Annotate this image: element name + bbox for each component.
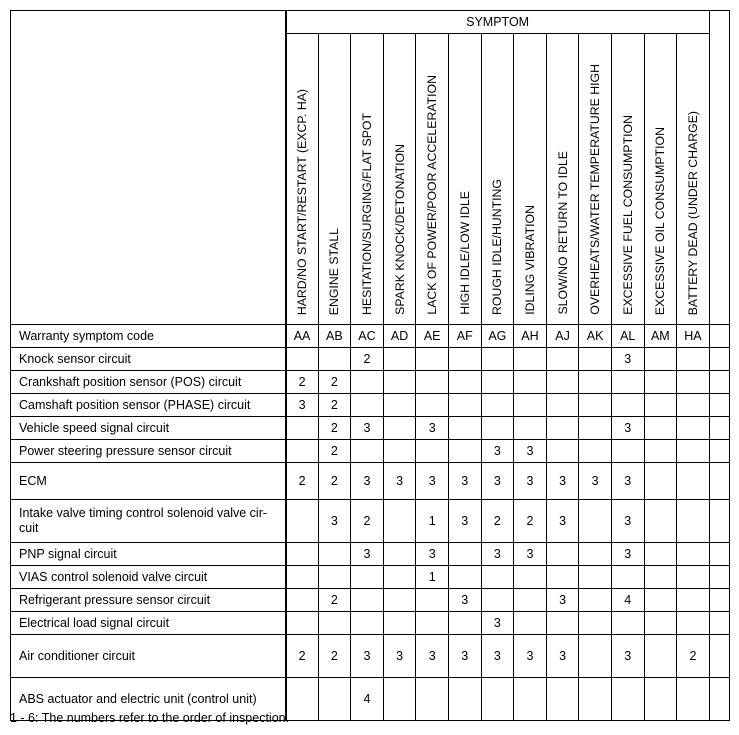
right-margin-cell (709, 463, 729, 500)
inspection-order-cell (481, 417, 514, 440)
inspection-order-cell (351, 566, 384, 589)
inspection-item-label: Intake valve timing control solenoid valve cir- cuit (11, 500, 286, 543)
inspection-order-cell (644, 635, 677, 678)
inspection-row (11, 394, 730, 417)
inspection-row (11, 500, 730, 543)
inspection-order-cell: 2 (318, 440, 351, 463)
symptom-column-label: ENGINE STALL (327, 227, 342, 315)
inspection-order-cell (383, 440, 416, 463)
inspection-order-cell: 2 (286, 463, 319, 500)
warranty-code-cell: AH (514, 325, 547, 348)
inspection-row (11, 612, 730, 635)
symptom-column-header (611, 34, 644, 325)
symptom-column-header (546, 34, 579, 325)
inspection-order-cell (383, 589, 416, 612)
inspection-order-cell: 3 (481, 463, 514, 500)
inspection-order-cell (286, 348, 319, 371)
inspection-order-cell (644, 440, 677, 463)
inspection-item-label: Vehicle speed signal circuit (11, 417, 286, 440)
inspection-order-cell (644, 371, 677, 394)
inspection-order-cell: 1 (416, 566, 449, 589)
inspection-order-cell (514, 589, 547, 612)
inspection-order-cell (383, 348, 416, 371)
symptom-column-header (579, 34, 612, 325)
inspection-order-cell (579, 500, 612, 543)
right-margin-cell (709, 394, 729, 417)
inspection-order-cell: 3 (448, 589, 481, 612)
inspection-order-cell: 3 (514, 463, 547, 500)
inspection-order-cell (579, 440, 612, 463)
inspection-order-cell: 3 (611, 348, 644, 371)
inspection-order-cell: 2 (318, 589, 351, 612)
right-margin-cell (709, 440, 729, 463)
inspection-row (11, 566, 730, 589)
inspection-order-cell (448, 394, 481, 417)
inspection-order-cell (448, 543, 481, 566)
inspection-order-cell (514, 612, 547, 635)
warranty-code-cell: AA (286, 325, 319, 348)
inspection-order-cell (416, 678, 449, 721)
inspection-order-cell (318, 543, 351, 566)
inspection-order-cell: 3 (514, 543, 547, 566)
inspection-order-cell: 2 (351, 348, 384, 371)
warranty-code-cell: AM (644, 325, 677, 348)
inspection-order-cell: 3 (546, 463, 579, 500)
inspection-order-cell (546, 543, 579, 566)
inspection-order-cell (383, 566, 416, 589)
right-margin-cell (709, 678, 729, 721)
inspection-order-cell (416, 348, 449, 371)
inspection-order-cell (579, 678, 612, 721)
inspection-order-cell (383, 371, 416, 394)
inspection-order-cell (677, 394, 710, 417)
corner-blank-cell (11, 11, 286, 325)
inspection-row (11, 417, 730, 440)
inspection-order-cell (351, 612, 384, 635)
symptom-column-label: HESITATION/SURGING/FLAT SPOT (359, 112, 374, 315)
inspection-order-cell (318, 348, 351, 371)
inspection-item-label: Power steering pressure sensor circuit (11, 440, 286, 463)
inspection-order-cell (611, 566, 644, 589)
inspection-order-cell: 2 (677, 635, 710, 678)
inspection-order-cell (644, 566, 677, 589)
symptom-column-header (481, 34, 514, 325)
inspection-row (11, 371, 730, 394)
warranty-code-label: Warranty symptom code (11, 325, 286, 348)
inspection-order-cell: 3 (383, 463, 416, 500)
inspection-order-cell (677, 589, 710, 612)
inspection-order-cell (546, 440, 579, 463)
inspection-order-cell: 3 (611, 500, 644, 543)
inspection-order-cell (611, 678, 644, 721)
inspection-order-cell (677, 463, 710, 500)
symptom-column-header (318, 34, 351, 325)
inspection-order-cell: 3 (514, 635, 547, 678)
footnote: 1 - 6: The numbers refer to the order of inspection. (10, 711, 290, 725)
inspection-item-label: VIAS control solenoid valve circuit (11, 566, 286, 589)
inspection-item-label: Refrigerant pressure sensor circuit (11, 589, 286, 612)
inspection-order-cell (481, 678, 514, 721)
inspection-order-cell (514, 566, 547, 589)
inspection-item-label: Air conditioner circuit (11, 635, 286, 678)
inspection-order-cell: 3 (611, 463, 644, 500)
warranty-code-cell: AB (318, 325, 351, 348)
inspection-order-cell (644, 417, 677, 440)
inspection-order-cell (448, 678, 481, 721)
symptom-column-label: LACK OF POWER/POOR ACCELERATION (425, 75, 440, 315)
symptom-column-header (448, 34, 481, 325)
inspection-order-cell (448, 371, 481, 394)
inspection-order-cell (514, 394, 547, 417)
symptom-column-label: SPARK KNOCK/DETONATION (392, 144, 407, 315)
inspection-order-cell: 3 (546, 500, 579, 543)
inspection-order-cell: 3 (383, 635, 416, 678)
inspection-order-cell: 3 (416, 463, 449, 500)
right-margin-cell (709, 417, 729, 440)
symptom-matrix-table (10, 10, 730, 721)
warranty-code-cell: AJ (546, 325, 579, 348)
inspection-order-cell: 2 (481, 500, 514, 543)
inspection-order-cell: 2 (318, 463, 351, 500)
inspection-item-label: PNP signal circuit (11, 543, 286, 566)
warranty-code-cell: HA (677, 325, 710, 348)
inspection-item-label: Knock sensor circuit (11, 348, 286, 371)
inspection-order-cell: 3 (351, 463, 384, 500)
inspection-order-cell: 3 (416, 635, 449, 678)
inspection-order-cell (611, 371, 644, 394)
inspection-order-cell (644, 543, 677, 566)
inspection-order-cell: 2 (286, 371, 319, 394)
inspection-order-cell: 2 (286, 635, 319, 678)
symptom-column-header (383, 34, 416, 325)
inspection-row (11, 440, 730, 463)
inspection-order-cell (579, 635, 612, 678)
inspection-order-cell (514, 417, 547, 440)
inspection-order-cell (481, 589, 514, 612)
warranty-code-cell: AF (448, 325, 481, 348)
inspection-order-cell: 2 (318, 635, 351, 678)
inspection-order-cell: 3 (546, 635, 579, 678)
inspection-order-cell (579, 348, 612, 371)
inspection-order-cell (546, 417, 579, 440)
warranty-code-cell: AL (611, 325, 644, 348)
inspection-order-cell: 2 (351, 500, 384, 543)
inspection-order-cell (677, 500, 710, 543)
inspection-order-cell (611, 440, 644, 463)
inspection-order-cell: 2 (514, 500, 547, 543)
symptom-title-row (11, 11, 730, 34)
right-margin-cell (709, 566, 729, 589)
right-margin-cell (709, 589, 729, 612)
symptom-column-label: EXCESSIVE OIL CONSUMPTION (653, 126, 668, 315)
inspection-order-cell: 3 (514, 440, 547, 463)
inspection-order-cell (383, 417, 416, 440)
inspection-order-cell (318, 566, 351, 589)
symptom-column-label: ROUGH IDLE/HUNTING (490, 179, 505, 315)
inspection-order-cell: 3 (611, 543, 644, 566)
inspection-order-cell (286, 440, 319, 463)
inspection-order-cell (383, 678, 416, 721)
inspection-order-cell (416, 612, 449, 635)
inspection-order-cell (546, 566, 579, 589)
inspection-order-cell (286, 612, 319, 635)
inspection-order-cell (514, 371, 547, 394)
symptom-matrix-body (11, 325, 730, 721)
inspection-order-cell (481, 394, 514, 417)
inspection-order-cell (644, 394, 677, 417)
inspection-order-cell (579, 589, 612, 612)
inspection-order-cell: 4 (351, 678, 384, 721)
inspection-order-cell (481, 371, 514, 394)
inspection-order-cell (514, 348, 547, 371)
inspection-item-label: Electrical load signal circuit (11, 612, 286, 635)
inspection-row (11, 543, 730, 566)
inspection-order-cell (677, 566, 710, 589)
inspection-order-cell: 3 (579, 463, 612, 500)
inspection-row (11, 589, 730, 612)
symptom-column-header (677, 34, 710, 325)
warranty-code-cell: AD (383, 325, 416, 348)
inspection-order-cell: 4 (611, 589, 644, 612)
inspection-order-cell (644, 589, 677, 612)
inspection-order-cell (546, 678, 579, 721)
inspection-order-cell (448, 417, 481, 440)
inspection-order-cell: 3 (448, 635, 481, 678)
inspection-order-cell (579, 417, 612, 440)
right-margin-cell (709, 612, 729, 635)
inspection-order-cell (644, 463, 677, 500)
symptom-column-header (514, 34, 547, 325)
warranty-code-row (11, 325, 730, 348)
warranty-code-cell: AG (481, 325, 514, 348)
inspection-item-label: ECM (11, 463, 286, 500)
inspection-order-cell (677, 417, 710, 440)
inspection-order-cell (448, 348, 481, 371)
inspection-order-cell (286, 543, 319, 566)
inspection-order-cell: 3 (318, 500, 351, 543)
inspection-order-cell: 3 (481, 612, 514, 635)
inspection-order-cell (579, 612, 612, 635)
inspection-order-cell (677, 612, 710, 635)
right-margin-cell (709, 500, 729, 543)
inspection-order-cell: 1 (416, 500, 449, 543)
inspection-order-cell (546, 394, 579, 417)
inspection-order-cell (677, 371, 710, 394)
warranty-code-cell: AC (351, 325, 384, 348)
inspection-order-cell: 3 (611, 417, 644, 440)
inspection-order-cell (448, 566, 481, 589)
inspection-order-cell (318, 678, 351, 721)
inspection-order-cell (546, 612, 579, 635)
inspection-order-cell: 3 (546, 589, 579, 612)
inspection-order-cell (644, 348, 677, 371)
inspection-item-label: Crankshaft position sensor (POS) circuit (11, 371, 286, 394)
symptom-column-label: IDLING VIBRATION (522, 205, 537, 315)
warranty-code-cell: AK (579, 325, 612, 348)
right-margin-cell (709, 371, 729, 394)
inspection-item-label: Camshaft position sensor (PHASE) circuit (11, 394, 286, 417)
inspection-order-cell (416, 394, 449, 417)
symptom-column-header (644, 34, 677, 325)
warranty-code-cell: AE (416, 325, 449, 348)
inspection-order-cell: 3 (416, 417, 449, 440)
right-margin-cell (709, 11, 729, 325)
inspection-order-cell (416, 440, 449, 463)
symptom-column-label: HARD/NO START/RESTART (EXCP. HA) (295, 88, 310, 315)
inspection-order-cell (351, 371, 384, 394)
inspection-order-cell (546, 348, 579, 371)
right-margin-cell (709, 348, 729, 371)
inspection-order-cell: 3 (481, 635, 514, 678)
right-margin-cell (709, 543, 729, 566)
inspection-order-cell (383, 612, 416, 635)
symptom-column-label: EXCESSIVE FUEL CONSUMPTION (620, 115, 635, 315)
inspection-order-cell (286, 589, 319, 612)
inspection-order-cell: 3 (286, 394, 319, 417)
symptom-title: SYMPTOM (286, 11, 710, 34)
inspection-order-cell (448, 612, 481, 635)
inspection-order-cell: 2 (318, 417, 351, 440)
inspection-order-cell (286, 500, 319, 543)
inspection-row (11, 348, 730, 371)
inspection-order-cell: 3 (611, 635, 644, 678)
symptom-column-label: HIGH IDLE/LOW IDLE (457, 191, 472, 315)
inspection-order-cell (286, 417, 319, 440)
right-margin-cell (709, 635, 729, 678)
inspection-order-cell: 3 (448, 463, 481, 500)
symptom-column-label: SLOW/NO RETURN TO IDLE (555, 151, 570, 315)
inspection-order-cell (579, 394, 612, 417)
inspection-order-cell (579, 371, 612, 394)
inspection-order-cell (481, 348, 514, 371)
inspection-order-cell (579, 566, 612, 589)
inspection-order-cell (351, 589, 384, 612)
inspection-order-cell (351, 440, 384, 463)
inspection-order-cell (579, 543, 612, 566)
inspection-order-cell: 3 (351, 543, 384, 566)
inspection-order-cell (611, 612, 644, 635)
inspection-order-cell: 3 (448, 500, 481, 543)
inspection-order-cell (318, 612, 351, 635)
inspection-item-label: ABS actuator and electric unit (control unit) (11, 678, 286, 721)
inspection-order-cell (644, 500, 677, 543)
inspection-order-cell (351, 394, 384, 417)
inspection-order-cell (611, 394, 644, 417)
inspection-order-cell: 2 (318, 371, 351, 394)
inspection-order-cell (481, 566, 514, 589)
inspection-order-cell (644, 678, 677, 721)
inspection-order-cell: 3 (351, 417, 384, 440)
inspection-row (11, 463, 730, 500)
inspection-order-cell (448, 440, 481, 463)
inspection-order-cell: 2 (318, 394, 351, 417)
inspection-order-cell (383, 500, 416, 543)
symptom-column-label: BATTERY DEAD (UNDER CHARGE) (685, 110, 700, 315)
inspection-order-cell (286, 566, 319, 589)
inspection-order-cell (383, 543, 416, 566)
inspection-order-cell: 3 (481, 543, 514, 566)
inspection-order-cell (383, 394, 416, 417)
symptom-column-label: OVERHEATS/WATER TEMPERATURE HIGH (588, 64, 603, 315)
inspection-row (11, 635, 730, 678)
right-margin-cell (709, 325, 729, 348)
symptom-column-header (416, 34, 449, 325)
inspection-order-cell (546, 371, 579, 394)
inspection-order-cell (677, 543, 710, 566)
inspection-order-cell: 3 (481, 440, 514, 463)
inspection-order-cell (416, 371, 449, 394)
inspection-order-cell (286, 678, 319, 721)
inspection-order-cell (677, 678, 710, 721)
symptom-column-header (286, 34, 319, 325)
inspection-order-cell (514, 678, 547, 721)
inspection-order-cell: 3 (416, 543, 449, 566)
inspection-order-cell (644, 612, 677, 635)
inspection-order-cell (677, 440, 710, 463)
symptom-column-header (351, 34, 384, 325)
inspection-order-cell (677, 348, 710, 371)
inspection-order-cell (416, 589, 449, 612)
inspection-order-cell: 3 (351, 635, 384, 678)
